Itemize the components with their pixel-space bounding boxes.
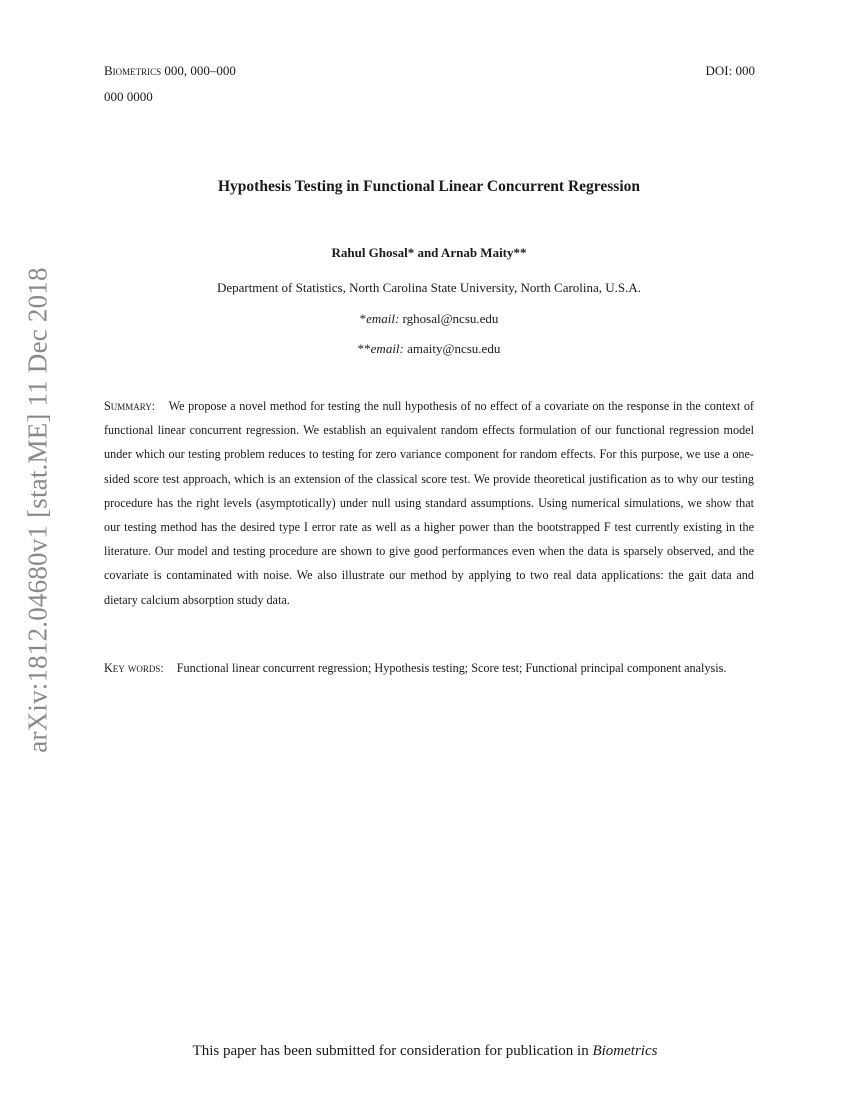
paper-title: Hypothesis Testing in Functional Linear Concurrent Regression xyxy=(218,178,640,195)
journal-citation: Biometrics 000, 000–000 xyxy=(104,63,236,78)
affiliation: Department of Statistics, North Carolina State University, North Carolina, U.S.A. xyxy=(216,280,642,295)
submission-note-text: This paper has been submitted for consideration for publication in xyxy=(192,1043,589,1059)
email-label: email: xyxy=(370,341,404,356)
arxiv-identifier: arXiv:1812.04680v1 [stat.ME] 11 Dec 2018 xyxy=(22,267,53,753)
abstract xyxy=(104,394,754,612)
email-address: rghosal@ncsu.edu xyxy=(402,311,499,326)
submission-journal: Biometrics xyxy=(592,1043,658,1059)
abstract-label: Summary: xyxy=(104,399,156,413)
keywords xyxy=(104,657,754,680)
email-address: amaity@ncsu.edu xyxy=(407,341,501,356)
abstract-text: We propose a novel method for testing the null hypothesis of no effect of a covariate on the response in the context of functional linear concurrent regression. We establish an equivalent random effects formulation of our functional regression model under which our testing problem reduces to testing for zero variance component for random effects. For this purpose, we use a one-sided score test approach, which is an extension of the classical score test. We provide theoretical justification as to why our testing procedure has the right levels (asymptotically) under null using standard assumptions. Using numerical simulations, we show that our testing method has the desired type I error rate as well as a higher power than the bootstrapped F test currently existing in the literature. Our model and testing procedure are shown to give good performances even when the data is sparsely observed, and the covariate is contaminated with noise. We also illustrate our method by applying to two real data applications: the gait data and dietary calcium absorption study data. xyxy=(104,399,754,607)
submission-note xyxy=(0,1043,850,1060)
doi-label: DOI: 000 xyxy=(705,63,755,78)
journal-volume-line: 000 0000 xyxy=(104,89,153,104)
email-prefix: ** xyxy=(357,341,371,356)
email-line-1 xyxy=(104,311,754,327)
keywords-label: Key words: xyxy=(104,661,164,675)
email-line-2 xyxy=(104,341,754,357)
email-prefix: * xyxy=(359,311,367,326)
keywords-text: Functional linear concurrent regression; Hypothesis testing; Score test; Functional principal component analysis. xyxy=(176,661,727,675)
author-list: Rahul Ghosal* and Arnab Maity** xyxy=(331,245,527,260)
email-label: email: xyxy=(366,311,400,326)
